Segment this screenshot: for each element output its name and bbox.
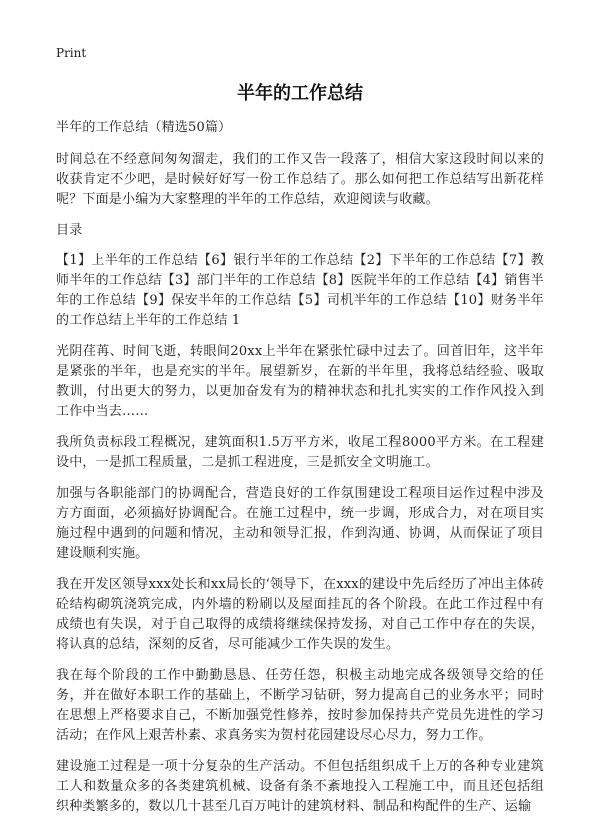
body-paragraph-2: 我所负责标段工程概况，建筑面积1.5万平方米，收尾工程8000平方米。在工程建设中，一是抓工程质量，二是抓工程进度，三是抓安全文明施工。 xyxy=(56,435,544,470)
toc-list: 【1】上半年的工作总结【6】银行半年的工作总结【2】下半年的工作总结【7】教师半年的工作总结【3】部门半年的工作总结【8】医院半年的工作总结【4】销售半年的工作总结【9】保安半年的工作总结【5】司机半年的工作总结【10】财务半年的工作总结上半年的工作总结 1 xyxy=(56,253,544,328)
body-paragraph-3: 加强与各职能部门的协调配合，营造良好的工作氛围建设工程项目运作过程中涉及方方面面，必须搞好协调配合。在施工过程中，统一步调，形成合力，对在项目实施过程中遇到的问题和情况，主动和领导汇报，作到沟通、协调，从而保证了项目建设顺利实施。 xyxy=(56,486,544,561)
body-paragraph-4: 我在开发区领导xxx处长和xx局长的‘领导下，在xxx的建设中先后经历了冲出主体砖砼结构砌筑浇筑完成，内外墙的粉刷以及屋面挂瓦的各个阶段。在此工作过程中有成绩也有失误，对于自己取得的成绩将继续保持发扬，对自己工作中存在的失误，将认真的总结，深刻的反省，尽可能减少工作失误的发生。 xyxy=(56,577,544,652)
body-paragraph-6: 建设施工过程是一项十分复杂的生产活动。不但包括组织成千上万的各种专业建筑工人和数量众多的各类建筑机械、设备有条不紊地投入工程施工中，而且还包括组织种类繁多的，数以几十甚至几百万吨计的建筑材料、制品和构配件的生产、运输 xyxy=(56,759,544,814)
document-subtitle: 半年的工作总结（精选50篇） xyxy=(56,120,232,135)
toc-heading: 目录 xyxy=(56,223,83,238)
print-label: Print xyxy=(56,46,87,60)
body-paragraph-1: 光阴荏苒、时间飞逝，转眼间20xx上半年在紧张忙碌中过去了。回首旧年，这半年是紧张的半年，也是充实的半年。展望新岁，在新的半年里，我将总结经验、吸取教训，付出更大的努力，以更加奋发有为的精神状态和扎扎实实的工作作风投入到工作中当去…… xyxy=(56,344,544,419)
page-title: 半年的工作总结 xyxy=(237,83,363,104)
body-paragraph-5: 我在每个阶段的工作中勤勤恳恳、任劳任怨，积极主动地完成各级领导交给的任务，并在做好本职工作的基础上，不断学习钻研，努力提高自己的业务水平；同时在思想上严格要求自己，不断加强党性修养，按时参加保持共产党员先进性的学习活动；在作风上艰苦朴素、求真务实为贺村花园建设尽心尽力，努力工作。 xyxy=(56,668,544,743)
intro-paragraph: 时间总在不经意间匆匆溜走，我们的工作又告一段落了，相信大家这段时间以来的收获肯定不少吧，是时候好好写一份工作总结了。那么如何把工作总结写出新花样呢？下面是小编为大家整理的半年的工作总结，欢迎阅读与收藏。 xyxy=(56,152,544,207)
